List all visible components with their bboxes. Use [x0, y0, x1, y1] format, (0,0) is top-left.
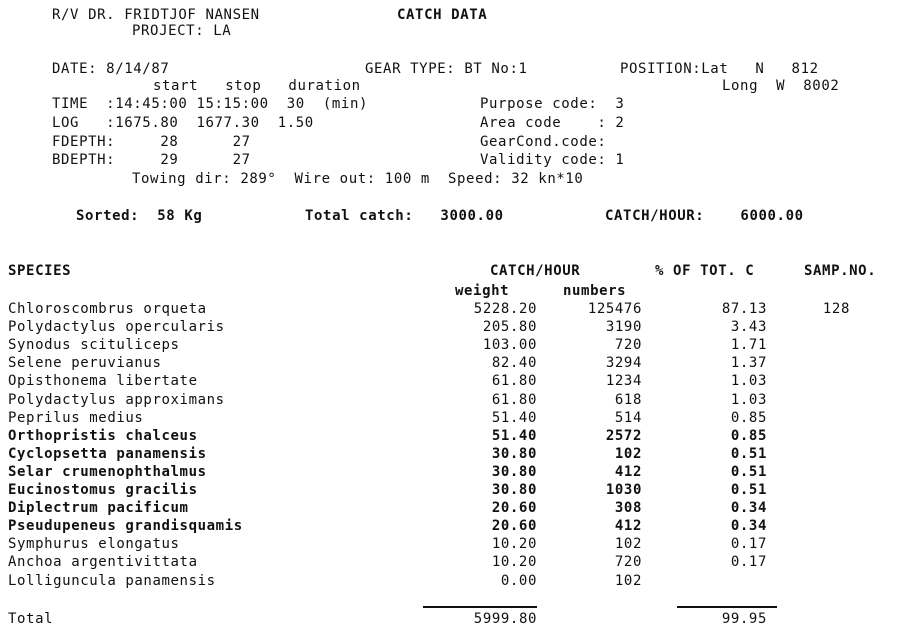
species-name: Synodus scituliceps [8, 337, 180, 353]
species-name: Peprilus medius [8, 410, 144, 426]
catch-numbers: 2572 [605, 428, 642, 444]
catch-numbers: 125476 [587, 301, 642, 317]
time-column-headers: start stop duration [153, 78, 361, 94]
catch-weight: 51.40 [491, 428, 537, 444]
catch-weight: 0.00 [500, 573, 537, 589]
catch-weight: 5228.20 [473, 301, 537, 317]
validity-code: Validity code: 1 [480, 152, 625, 168]
percent-of-total: 1.03 [730, 392, 767, 408]
catch-weight: 82.40 [491, 355, 537, 371]
catch-weight: 30.80 [491, 482, 537, 498]
catch-numbers: 720 [614, 337, 642, 353]
catch-hour-column-header: CATCH/HOUR [490, 263, 581, 279]
total-weight: 5999.80 [473, 611, 537, 627]
percent-of-total: 0.51 [730, 464, 767, 480]
percent-of-total: 0.17 [730, 554, 767, 570]
catch-weight: 30.80 [491, 464, 537, 480]
species-name: Pseudupeneus grandisquamis [8, 518, 243, 534]
purpose-code: Purpose code: 3 [480, 96, 625, 112]
log-row: LOG :1675.80 1677.30 1.50 [52, 115, 314, 131]
catch-numbers: 412 [614, 464, 642, 480]
catch-numbers: 412 [614, 518, 642, 534]
towing-info: Towing dir: 289° Wire out: 100 m Speed: 32 kn*10 [132, 171, 584, 187]
catch-numbers: 3190 [605, 319, 642, 335]
sample-number: 128 [822, 301, 850, 317]
catch-numbers: 102 [614, 573, 642, 589]
percent-of-total: 0.85 [730, 410, 767, 426]
catch-weight: 10.20 [491, 536, 537, 552]
position-long: Long W 8002 [722, 78, 840, 94]
catch-weight: 61.80 [491, 373, 537, 389]
species-name: Lolliguncula panamensis [8, 573, 216, 589]
date-field: DATE: 8/14/87 [52, 61, 170, 77]
gearcond-code: GearCond.code: [480, 134, 607, 150]
species-name: Symphurus elongatus [8, 536, 180, 552]
catch-weight: 205.80 [482, 319, 537, 335]
species-name: Chloroscombrus orqueta [8, 301, 207, 317]
catch-numbers: 102 [614, 446, 642, 462]
gear-type-field: GEAR TYPE: BT No:1 [365, 61, 528, 77]
species-column-header: SPECIES [8, 263, 72, 279]
catch-weight: 61.80 [491, 392, 537, 408]
percent-of-total: 0.85 [730, 428, 767, 444]
catch-numbers: 720 [614, 554, 642, 570]
species-name: Anchoa argentivittata [8, 554, 198, 570]
sample-number-column-header: SAMP.NO. [804, 263, 877, 279]
percent-total-rule [677, 606, 777, 608]
percent-of-total: 0.51 [730, 482, 767, 498]
bdepth-row: BDEPTH: 29 27 [52, 152, 251, 168]
fdepth-row: FDEPTH: 28 27 [52, 134, 251, 150]
time-row: TIME :14:45:00 15:15:00 30 (min) [52, 96, 369, 112]
percent-of-total: 1.37 [730, 355, 767, 371]
weight-total-rule [423, 606, 537, 608]
percent-of-total: 1.71 [730, 337, 767, 353]
catch-numbers: 1030 [605, 482, 642, 498]
area-code: Area code : 2 [480, 115, 625, 131]
species-name: Diplectrum pacificum [8, 500, 189, 516]
catch-weight: 10.20 [491, 554, 537, 570]
percent-of-total: 1.03 [730, 373, 767, 389]
percent-of-total: 3.43 [730, 319, 767, 335]
sorted-weight: Sorted: 58 Kg [76, 208, 203, 224]
percent-total-column-header: % OF TOT. C [655, 263, 755, 279]
catch-numbers: 618 [614, 392, 642, 408]
species-name: Selar crumenophthalmus [8, 464, 207, 480]
species-name: Polydactylus opercularis [8, 319, 225, 335]
catch-per-hour: CATCH/HOUR: 6000.00 [605, 208, 804, 224]
vessel-name: R/V DR. FRIDTJOF NANSEN [52, 7, 260, 23]
percent-of-total: 87.13 [721, 301, 767, 317]
species-name: Eucinostomus gracilis [8, 482, 198, 498]
percent-of-total: 0.34 [730, 518, 767, 534]
sheet-title: CATCH DATA [397, 7, 488, 23]
species-name: Polydactylus approximans [8, 392, 225, 408]
numbers-subheader: numbers [563, 283, 627, 299]
catch-weight: 103.00 [482, 337, 537, 353]
total-catch: Total catch: 3000.00 [305, 208, 504, 224]
catch-numbers: 1234 [605, 373, 642, 389]
catch-weight: 20.60 [491, 500, 537, 516]
total-percent: 99.95 [721, 611, 767, 627]
species-name: Cyclopsetta panamensis [8, 446, 207, 462]
catch-numbers: 102 [614, 536, 642, 552]
catch-weight: 51.40 [491, 410, 537, 426]
total-label: Total [8, 611, 54, 627]
catch-numbers: 514 [614, 410, 642, 426]
percent-of-total: 0.17 [730, 536, 767, 552]
species-name: Orthopristis chalceus [8, 428, 198, 444]
catch-numbers: 3294 [605, 355, 642, 371]
catch-weight: 20.60 [491, 518, 537, 534]
percent-of-total: 0.51 [730, 446, 767, 462]
species-name: Selene peruvianus [8, 355, 162, 371]
catch-weight: 30.80 [491, 446, 537, 462]
position-lat: POSITION:Lat N 812 [620, 61, 819, 77]
weight-subheader: weight [455, 283, 510, 299]
percent-of-total: 0.34 [730, 500, 767, 516]
catch-numbers: 308 [614, 500, 642, 516]
species-name: Opisthonema libertate [8, 373, 198, 389]
project-label: PROJECT: LA [132, 23, 232, 39]
